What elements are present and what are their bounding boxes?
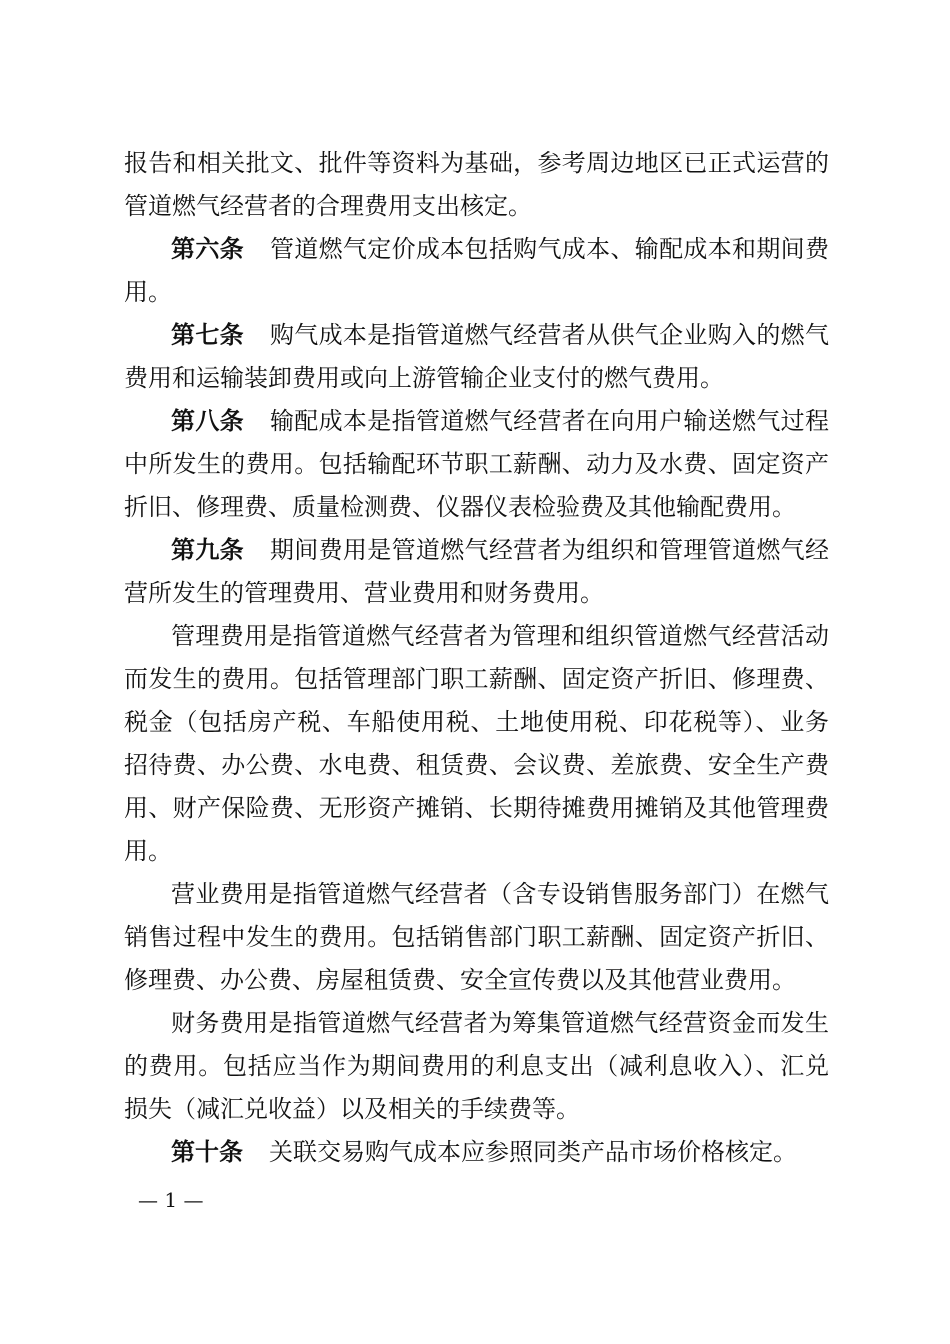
paragraph-line: 的费用。包括应当作为期间费用的利息支出（减利息收入）、汇兑 xyxy=(124,1052,829,1080)
paragraph-line: 管道燃气经营者的合理费用支出核定。 xyxy=(124,192,532,220)
article-heading: 第六条 xyxy=(171,235,244,263)
paragraph-line: 报告和相关批文、批件等资料为基础，参考周边地区已正式运营的 xyxy=(124,149,829,177)
article-text: 管道燃气定价成本包括购气成本、输配成本和期间费 xyxy=(269,235,830,263)
paragraph-line: 用、财产保险费、无形资产摊销、长期待摊费用摊销及其他管理费 xyxy=(124,794,829,822)
page-number: — 1 — xyxy=(138,1188,204,1212)
article-six xyxy=(171,232,829,266)
paragraph-line: 税金（包括房产税、车船使用税、土地使用税、印花税等）、业务 xyxy=(124,708,829,736)
paragraph-line: 招待费、办公费、水电费、租赁费、会议费、差旅费、安全生产费 xyxy=(124,751,829,779)
paragraph-line: 损失（减汇兑收益）以及相关的手续费等。 xyxy=(124,1095,580,1123)
paragraph-line: 销售过程中发生的费用。包括销售部门职工薪酬、固定资产折旧、 xyxy=(124,923,829,951)
paragraph-line: 中所发生的费用。包括输配环节职工薪酬、动力及水费、固定资产 xyxy=(124,450,829,478)
paragraph-line: 用。 xyxy=(124,837,172,865)
paragraph-line: 而发生的费用。包括管理部门职工薪酬、固定资产折旧、修理费、 xyxy=(124,665,829,693)
article-text: 关联交易购气成本应参照同类产品市场价格核定。 xyxy=(269,1138,797,1166)
paragraph-line: 用。 xyxy=(124,278,172,306)
article-heading: 第七条 xyxy=(171,321,244,349)
paragraph-line: 管理费用是指管道燃气经营者为管理和组织管道燃气经营活动 xyxy=(171,622,829,650)
paragraph-line: 营所发生的管理费用、营业费用和财务费用。 xyxy=(124,579,604,607)
article-eight xyxy=(171,404,829,438)
paragraph-line: 营业费用是指管道燃气经营者（含专设销售服务部门）在燃气 xyxy=(171,880,829,908)
article-heading: 第九条 xyxy=(171,536,244,564)
article-text: 购气成本是指管道燃气经营者从供气企业购入的燃气 xyxy=(269,321,830,349)
article-text: 输配成本是指管道燃气经营者在向用户输送燃气过程 xyxy=(269,407,830,435)
article-heading: 第八条 xyxy=(171,407,244,435)
paragraph-line: 折旧、修理费、质量检测费、仪器仪表检验费及其他输配费用。 xyxy=(124,493,796,521)
article-nine xyxy=(171,533,829,567)
paragraph-line: 修理费、办公费、房屋租赁费、安全宣传费以及其他营业费用。 xyxy=(124,966,796,994)
article-ten xyxy=(171,1135,829,1169)
article-heading: 第十条 xyxy=(171,1138,243,1166)
paragraph-line: 财务费用是指管道燃气经营者为筹集管道燃气经营资金而发生 xyxy=(171,1009,829,1037)
paragraph-line: 费用和运输装卸费用或向上游管输企业支付的燃气费用。 xyxy=(124,364,724,392)
article-text: 期间费用是管道燃气经营者为组织和管理管道燃气经 xyxy=(269,536,830,564)
article-seven xyxy=(171,318,829,352)
